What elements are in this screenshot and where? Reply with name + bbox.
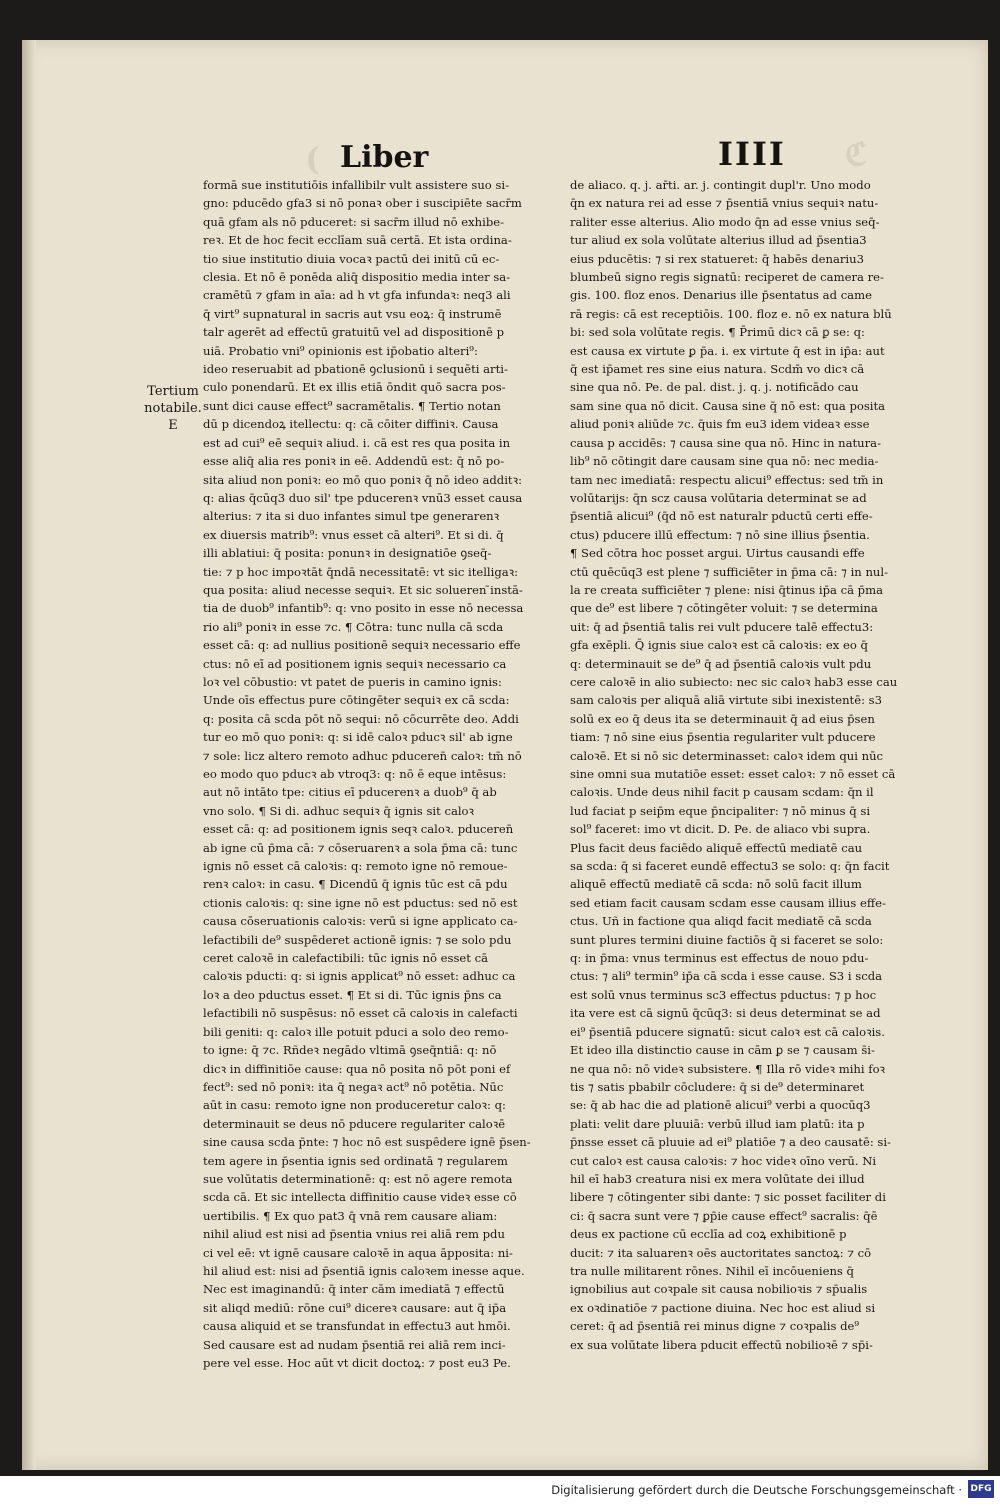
text-line: hil aliud est: nisi ad p̄sentiā ignis caloꝛem inesse aque. [203, 1263, 525, 1278]
text-line: dicꝛ in diffinitiōe cause: qua nō posita nō pōt poni ef [203, 1061, 511, 1076]
text-line: Et ideo illa distinctio cause in cām ꝑ se ⁊ causam s̄i- [570, 1043, 875, 1058]
text-line: loꝛ vel cōbustio: vt patet de pueris in camino ignis: [203, 674, 502, 689]
text-line: lefactibili de⁹ suspēderet actionē ignis: ⁊ se solo pdu [203, 932, 512, 947]
text-line: ctus) pducere illū effectum: ⁊ nō sine illius p̄sentia. [570, 527, 870, 542]
text-line: caloꝛis. Unde deus nihil facit p causam scdam: q̄n il [570, 785, 874, 800]
text-line: tiam: ⁊ nō sine eius p̄sentia regulariter vult pducere [570, 730, 876, 745]
text-line: ita vere est cā signū q̄cūq3: si deus determinat se ad [570, 1006, 881, 1021]
text-line: clesia. Et nō ē ponēda aliq̄ dispositio media inter sa- [203, 270, 511, 285]
text-line: culo ponendarū. Et ex illis etiā ōndit quō sacra pos- [203, 380, 506, 395]
text-line: vno solo. ¶ Si di. adhuc sequiꝛ q̄ ignis sit caloꝛ [203, 803, 475, 818]
marginal-note-line: notabile. [144, 401, 202, 416]
text-line: ctus. Uñ in factione qua aliqd facit mediatē cā scda [570, 914, 872, 929]
show-through-ghost-right: ℭ [845, 135, 868, 173]
text-line: nihil aliud est nisi ad p̄sentia vnius rei aliā rem pdu [203, 1227, 505, 1242]
text-line: fect⁹: sed nō poniꝛ: ita q̄ negaꝛ act⁹ nō potētia. Nūc [203, 1079, 504, 1094]
text-line: Nec est imaginandū: q̄ inter cām imediatā ⁊ effectū [203, 1282, 505, 1297]
text-line: libere ⁊ cōtingenter sibi dante: ⁊ sic posset faciliter di [570, 1190, 886, 1205]
text-line: lud faciat p seip̄m eque p̄ncipaliter: ⁊ nō minus q̄ si [570, 803, 871, 818]
text-line: qua posita: aliud necesse sequiꝛ. Et sic solueren ̄instā- [203, 582, 523, 597]
text-line: ci vel eē: vt ignē causare caloꝛē in aqua āpposita: ni- [203, 1245, 513, 1260]
text-line: ceret: q̄ ad p̄sentiā rei minus digne ⁊ coꝛpalis de⁹ [570, 1319, 860, 1334]
text-line: ex sua volūtate libera pducit effectū nobilioꝛē ⁊ sp̄i- [570, 1337, 873, 1352]
text-line: pere vel esse. Hoc aūt vt dicit doctoꝝ: ⁊ post eu3 Pe. [203, 1356, 511, 1370]
text-line: q̄ est ip̄amet res sine eius natura. Scdm̄ vo dicꝛ cā [570, 362, 865, 377]
text-line: esset cā: q: ad nullius positionē sequiꝛ necessario effe [203, 638, 521, 653]
text-line: plati: velit dare pluuiā: verbū illud iam platū: ita p [570, 1116, 865, 1131]
text-line: reꝛ. Et de hoc fecit ecclīam suā certā. Et ista ordina- [203, 233, 512, 248]
text-line: est ad cui⁹ eē sequiꝛ aliud. i. cā est res qua posita in [203, 435, 511, 450]
text-line: formā sue institutiōis infallibilr vult assistere suo si- [203, 178, 510, 192]
text-line: ne qua nō: nō videꝛ subsistere. ¶ Illa rō videꝛ mihi foꝛ [570, 1061, 886, 1076]
text-line: determinauit se deus nō pducere regulariter caloꝛē [203, 1116, 506, 1131]
text-line: tra nulle militarent rōnes. Nihil eī incōueniens q̄ [570, 1263, 854, 1278]
text-line: caloꝛis pducti: q: si ignis applicat⁹ nō esset: adhuc ca [203, 969, 516, 984]
text-line: illi ablatiui: q̄ posita: ponunꝛ in designatiōe ꝯseq̄- [203, 546, 492, 561]
text-line: q: posita cā scda pōt nō sequi: nō cōcurrēte deo. Addi [203, 711, 519, 726]
text-line: esset cā: q: ad positionem ignis seqꝛ caloꝛ. pduceren̄ [203, 822, 514, 837]
text-line: tem agere in p̄sentia ignis sed ordinatā ⁊ regularem [203, 1153, 508, 1168]
footer-credit: Digitalisierung gefördert durch die Deutsche Forschungsgemeinschaft · [551, 1483, 962, 1497]
text-line: aūt in casu: remoto igne non produceretur caloꝛ: q: [203, 1098, 506, 1113]
text-line: scda cā. Et sic intellecta diffinitio cause videꝛ esse cō [203, 1190, 517, 1205]
text-line: sit aliqd mediū: rōne cui⁹ dicereꝛ causare: aut q̄ ip̄a [203, 1300, 507, 1315]
running-head-liber: Liber [340, 140, 429, 175]
text-line: sed etiam facit causam scdam esse causam illius effe- [570, 895, 886, 910]
text-line: lefactibili nō suspēsus: nō esset cā caloꝛis in calefacti [203, 1006, 518, 1021]
text-line: q: in p̄ma: vnus terminus est effectus de nouo pdu- [570, 951, 869, 966]
text-line: ctus: ⁊ ali⁹ termin⁹ ip̄a cā scda i esse cause. S3 i scda [570, 969, 883, 984]
text-line: de aliaco. q. j. ar̄ti. ar. j. contingit dupl'r. Uno modo [570, 178, 871, 192]
text-line: causa p accidēs: ⁊ causa sine qua nō. Hinc in natura- [570, 435, 881, 450]
text-line: sine causa scda p̄nte: ⁊ hoc nō est suspēdere ignē p̄sen- [203, 1135, 531, 1150]
text-line: quā gfam als nō pduceret: si sacr̄m illud nō exhibe- [203, 214, 505, 229]
text-line: sine qua nō. Pe. de pal. dist. j. q. j. notificādo cau [570, 380, 859, 395]
text-line: sunt plures termini diuine factiōs q̄ si faceret se solo: [570, 932, 884, 947]
text-column-left [203, 176, 559, 1370]
text-line: Sed causare est ad nudam p̄sentiā rei aliā rem inci- [203, 1337, 506, 1352]
text-line: cramētū ⁊ gfam in aīa: ad h vt gfa infundaꝛ: neq3 ali [203, 288, 511, 303]
text-line: sita aliud non poniꝛ: eo mō quo poniꝛ q̄ nō ideo additꝛ: [203, 472, 522, 487]
text-line: uertibilis. ¶ Ex quo pat3 q̄ vnā rem causare aliam: [203, 1208, 498, 1223]
text-line: ceret caloꝛē in calefactibili: tūc ignis nō esset cā [203, 951, 489, 966]
text-line: gis. 100. floz enos. Denarius ille p̄sentatus ad came [570, 288, 872, 303]
text-line: Plus facit deus faciēdo aliquē effectū mediatē cau [570, 840, 863, 855]
text-line: alterius: ⁊ ita si duo infantes simul tpe generarenꝛ [203, 509, 500, 524]
text-line: ¶ Sed cōtra hoc posset argui. Uirtus causandi effe [570, 546, 865, 561]
text-line: loꝛ a deo pductus esset. ¶ Et si di. Tūc ignis p̄ns ca [203, 987, 502, 1002]
text-line: ab igne cū p̄ma cā: ⁊ cōseruarenꝛ a sola p̄ma cā: tunc [203, 840, 518, 855]
text-line: dū p dicendoꝝ itellectu: q: cā cōiter diffiniꝛ. Causa [203, 417, 499, 432]
text-line: est solū vnus terminus sc3 effectus pductus: ⁊ p hoc [570, 987, 877, 1002]
text-line: raliter esse alterius. Alio modo q̄n ad esse vnius seq̄- [570, 214, 880, 229]
text-line: ctionis caloꝛis: q: sine igne nō est pductus: sed nō est [203, 895, 518, 910]
text-line: sine omni sua mutatiōe esset: esset caloꝛ: ⁊ nō esset cā [570, 767, 896, 781]
text-line: ci: q̄ sacra sunt vere ⁊ ꝑp̄ie cause effect⁹ sacralis: q̄ē [570, 1208, 878, 1223]
text-line: eo modo quo pducꝛ ab vtroq3: q: nō ē eque intēsus: [203, 767, 507, 781]
text-line: sue volūtatis determinationē: q: est nō agere remota [203, 1171, 513, 1186]
text-line: ideo reseruabit ad pbationē ꝯclusionū i sequēti arti- [203, 362, 508, 377]
text-line: uit: q̄ ad p̄sentiā talis rei vult pducere talē effectu3: [570, 619, 874, 634]
text-line: blumbeū signo regis signatū: reciperet de camera re- [570, 270, 884, 285]
text-line: sam sine qua nō dicit. Causa sine q̄ nō est: qua posita [570, 398, 886, 413]
text-line: deus ex pactione cū ecclīa ad coꝝ exhibitionē p [570, 1227, 847, 1242]
text-line: tur eo mō quo poniꝛ: q: si idē caloꝛ pducꝛ sil' ab igne [203, 730, 513, 745]
text-line: p̄nsse esset cā pluuie ad ei⁹ platiōe ⁊ a deo causatē: si- [570, 1135, 891, 1150]
text-line: cut caloꝛ est causa caloꝛis: ⁊ hoc videꝛ oīno verū. Ni [570, 1153, 877, 1168]
show-through-ghost-left: ( [305, 140, 321, 178]
text-line: rio ali⁹ poniꝛ in esse ⁊c. ¶ Cōtra: tunc nulla cā scda [203, 619, 504, 634]
text-line: ⁊ sole: licz altero remoto adhuc pduceren̄ caloꝛ: tm̄ nō [203, 748, 522, 763]
text-line: ex diuersis matrib⁹: vnus esset cā alteri⁹. Et si di. q̄ [203, 527, 504, 542]
text-line: solū ex eo q̄ deus ita se determinauit q̄ ad eius p̄sen [570, 711, 875, 726]
text-line: bili geniti: q: caloꝛ ille potuit pduci a solo deo remo- [203, 1024, 509, 1039]
text-line: tie: ⁊ p hoc impoꝛtāt q̄ndā necessitatē: vt sic itelligaꝛ: [203, 564, 519, 579]
text-line: tam nec imediatā: respectu alicui⁹ effectus: sed tm̄ in [570, 472, 884, 487]
text-line: talr agerēt ad effectū gratuitū vel ad dispositionē p [203, 325, 504, 340]
text-line: cere caloꝛē in alio subiecto: nec sic caloꝛ hab3 esse cau [570, 674, 898, 689]
text-line: tia de duob⁹ infantib⁹: q: vno posito in esse nō necessa [203, 601, 524, 616]
running-head-number: IIII [718, 135, 786, 173]
text-line: ctus: nō eī ad positionem ignis sequiꝛ necessario ca [203, 656, 507, 671]
text-line: se: q̄ ab hac die ad plationē alicui⁹ verbi a quocūq3 [570, 1098, 871, 1113]
text-line: que de⁹ est libere ⁊ cōtingēter voluit: ⁊ se determina [570, 601, 878, 616]
text-line: renꝛ caloꝛ: in casu. ¶ Dicendū q̄ ignis tūc est cā pdu [203, 877, 508, 892]
marginal-note [138, 383, 208, 434]
text-column-right [570, 176, 952, 1352]
text-line: ctū quēcūq3 est plene ⁊ sufficiēter in p̄ma cā: ⁊ in nul- [570, 564, 889, 579]
text-line: est causa ex virtute ꝑ p̄a. i. ex virtute q̄ est in ip̄a: aut [570, 343, 885, 358]
text-line: gfa exēpli. Q̄ ignis siue caloꝛ est cā caloꝛis: ex eo q̄ [570, 638, 868, 653]
text-line: sol⁹ faceret: imo vt dicit. D. Pe. de aliaco vbi supra. [570, 822, 871, 837]
text-line: rā regis: cā est receptiōis. 100. floz e. nō ex natura blū [570, 306, 892, 321]
text-line: ignobilius aut coꝛpale sit causa nobilioꝛis ⁊ sp̄ualis [570, 1282, 868, 1297]
text-line: uiā. Probatio vni⁹ opinionis est ip̄obatio alteri⁹: [203, 343, 478, 358]
text-line: esse aliq̄ alia res poniꝛ in eē. Addendū est: q̄ nō po- [203, 454, 505, 469]
text-line: eius pducētis: ⁊ si rex statueret: q̄ habēs denariu3 [570, 251, 864, 266]
text-line: tur aliud ex sola volūtate alterius illud ad p̄sentia3 [570, 233, 867, 248]
text-line: ducit: ⁊ ita saluarenꝛ oēs auctoritates sanctoꝝ: ⁊ cō [570, 1245, 872, 1260]
dfg-logo-icon: DFG [968, 1480, 994, 1498]
text-line: to igne: q̄ ⁊c. Rñdeꝛ negādo vltimā ꝯseq̄ntiā: q: nō [203, 1043, 497, 1058]
text-line: tio siue institutio diuia vocaꝛ pactū dei initū cū ec- [203, 251, 500, 266]
text-line: causa aliquid et se transfundat in effectu3 aut hmōi. [203, 1319, 511, 1334]
text-line: sa scda: q̄ si faceret eundē effectu3 se solo: q: q̄n facit [570, 859, 890, 874]
text-line: q: alias q̄cūq3 duo sil' tpe pducerenꝛ vnū3 esset causa [203, 490, 523, 505]
text-line: ignis nō esset cā caloꝛis: q: remoto igne nō remoue- [203, 859, 508, 874]
text-line: causa cōseruationis caloꝛis: verū si igne applicato ca- [203, 914, 518, 929]
text-line: ei⁹ p̄sentiā pducere signatū: sicut caloꝛ est cā caloꝛis. [570, 1024, 885, 1039]
text-line: q̄n ex natura rei ad esse ⁊ p̄sentiā vnius sequiꝛ natu- [570, 196, 879, 211]
text-line: bi: sed sola volūtate regis. ¶ P̄rimū dicꝛ cā ꝑ se: q: [570, 325, 865, 340]
text-line: Unde oīs effectus pure cōtingēter sequiꝛ ex cā scda: [203, 693, 510, 708]
text-line: hil eī hab3 creatura nisi ex mera volūtate dei illud [570, 1171, 865, 1186]
text-line: sam caloꝛis per aliquā aliā virtute sibi inexistentē: s3 [570, 693, 882, 708]
text-line: lib⁹ nō cōtingit dare causam sine qua nō: nec media- [570, 454, 879, 469]
text-line: aut nō intāto tpe: citius eī pducerenꝛ a duob⁹ q̄ ab [203, 785, 497, 800]
text-line: la re creata sufficiēter ⁊ plene: nisi q̄tinus ip̄a cā p̄ma [570, 582, 884, 597]
text-line: tis ⁊ satis pbabilr cōcludere: q̄ si de⁹ determinaret [570, 1079, 865, 1094]
text-line: q̄ virt⁹ supnatural in sacris aut vsu eoꝝ: q̄ instrumē [203, 306, 502, 321]
text-line: caloꝛē. Et si nō sic determinasset: caloꝛ idem qui nūc [570, 748, 884, 763]
text-line: q: determinauit se de⁹ q̄ ad p̄sentiā caloꝛis vult pdu [570, 656, 872, 671]
marginal-note-line: Tertium [147, 384, 199, 399]
text-line: gno: pducēdo gfa3 si nō ponaꝛ ober i suscipiēte sacr̄m [203, 196, 522, 211]
text-line: sunt dici cause effect⁹ sacramētalis. ¶ Tertio notan [203, 398, 501, 413]
page-edge [22, 40, 36, 1470]
text-line: aliquē effectū mediatē cā scda: nō solū facit illum [570, 877, 862, 892]
marginal-note-letter: E [168, 418, 178, 433]
text-line: aliud poniꝛ aliūde ⁊c. q̄uis fm eu3 idem videaꝛ esse [570, 417, 870, 432]
text-line: volūtarijs: q̄n scz causa volūtaria determinat se ad [570, 490, 867, 505]
text-line: p̄sentiā alicui⁹ (q̄d nō est naturalr pductū certi effe- [570, 509, 873, 524]
text-line: ex oꝛdinatiōe ⁊ pactione diuina. Nec hoc est aliud si [570, 1300, 876, 1315]
